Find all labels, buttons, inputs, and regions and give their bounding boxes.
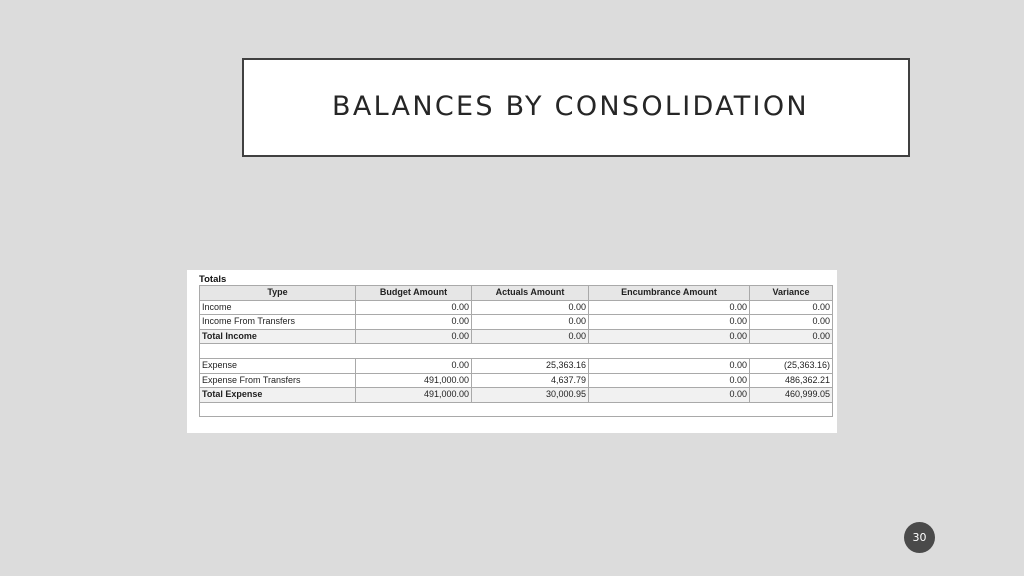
spacer-cell bbox=[200, 402, 833, 417]
slide-title: BALANCES BY CONSOLIDATION bbox=[332, 91, 809, 122]
table-row bbox=[200, 315, 833, 330]
row-variance: 486,362.21 bbox=[750, 373, 833, 388]
header-row bbox=[200, 286, 833, 301]
header-variance: Variance bbox=[750, 286, 833, 301]
row-actuals: 0.00 bbox=[472, 315, 589, 330]
total-expense-encumbrance: 0.00 bbox=[589, 388, 750, 403]
title-box bbox=[242, 58, 910, 157]
total-income-label: Total Income bbox=[200, 329, 356, 344]
row-variance: 0.00 bbox=[750, 315, 833, 330]
spacer-row bbox=[200, 344, 833, 359]
row-type: Income bbox=[200, 300, 356, 315]
row-encumbrance: 0.00 bbox=[589, 300, 750, 315]
row-actuals: 4,637.79 bbox=[472, 373, 589, 388]
total-income-budget: 0.00 bbox=[356, 329, 472, 344]
row-variance: (25,363.16) bbox=[750, 358, 833, 373]
table-row bbox=[200, 300, 833, 315]
total-income-encumbrance: 0.00 bbox=[589, 329, 750, 344]
row-budget: 0.00 bbox=[356, 358, 472, 373]
header-actuals-amount: Actuals Amount bbox=[472, 286, 589, 301]
row-encumbrance: 0.00 bbox=[589, 373, 750, 388]
totals-table bbox=[199, 285, 833, 417]
row-encumbrance: 0.00 bbox=[589, 358, 750, 373]
total-expense-actuals: 30,000.95 bbox=[472, 388, 589, 403]
total-income-row bbox=[200, 329, 833, 344]
page-number-badge: 30 bbox=[904, 522, 935, 553]
row-budget: 491,000.00 bbox=[356, 373, 472, 388]
header-encumbrance-amount: Encumbrance Amount bbox=[589, 286, 750, 301]
row-actuals: 0.00 bbox=[472, 300, 589, 315]
row-type: Income From Transfers bbox=[200, 315, 356, 330]
header-type: Type bbox=[200, 286, 356, 301]
row-encumbrance: 0.00 bbox=[589, 315, 750, 330]
totals-table-panel bbox=[187, 270, 837, 433]
row-budget: 0.00 bbox=[356, 315, 472, 330]
spacer-row bbox=[200, 402, 833, 417]
row-type: Expense bbox=[200, 358, 356, 373]
row-type: Expense From Transfers bbox=[200, 373, 356, 388]
total-expense-label: Total Expense bbox=[200, 388, 356, 403]
table-row bbox=[200, 373, 833, 388]
row-variance: 0.00 bbox=[750, 300, 833, 315]
total-income-actuals: 0.00 bbox=[472, 329, 589, 344]
total-expense-budget: 491,000.00 bbox=[356, 388, 472, 403]
table-caption: Totals bbox=[199, 274, 227, 285]
table-row bbox=[200, 358, 833, 373]
spacer-cell bbox=[200, 344, 833, 359]
header-budget-amount: Budget Amount bbox=[356, 286, 472, 301]
total-income-variance: 0.00 bbox=[750, 329, 833, 344]
row-actuals: 25,363.16 bbox=[472, 358, 589, 373]
total-expense-row bbox=[200, 388, 833, 403]
total-expense-variance: 460,999.05 bbox=[750, 388, 833, 403]
row-budget: 0.00 bbox=[356, 300, 472, 315]
